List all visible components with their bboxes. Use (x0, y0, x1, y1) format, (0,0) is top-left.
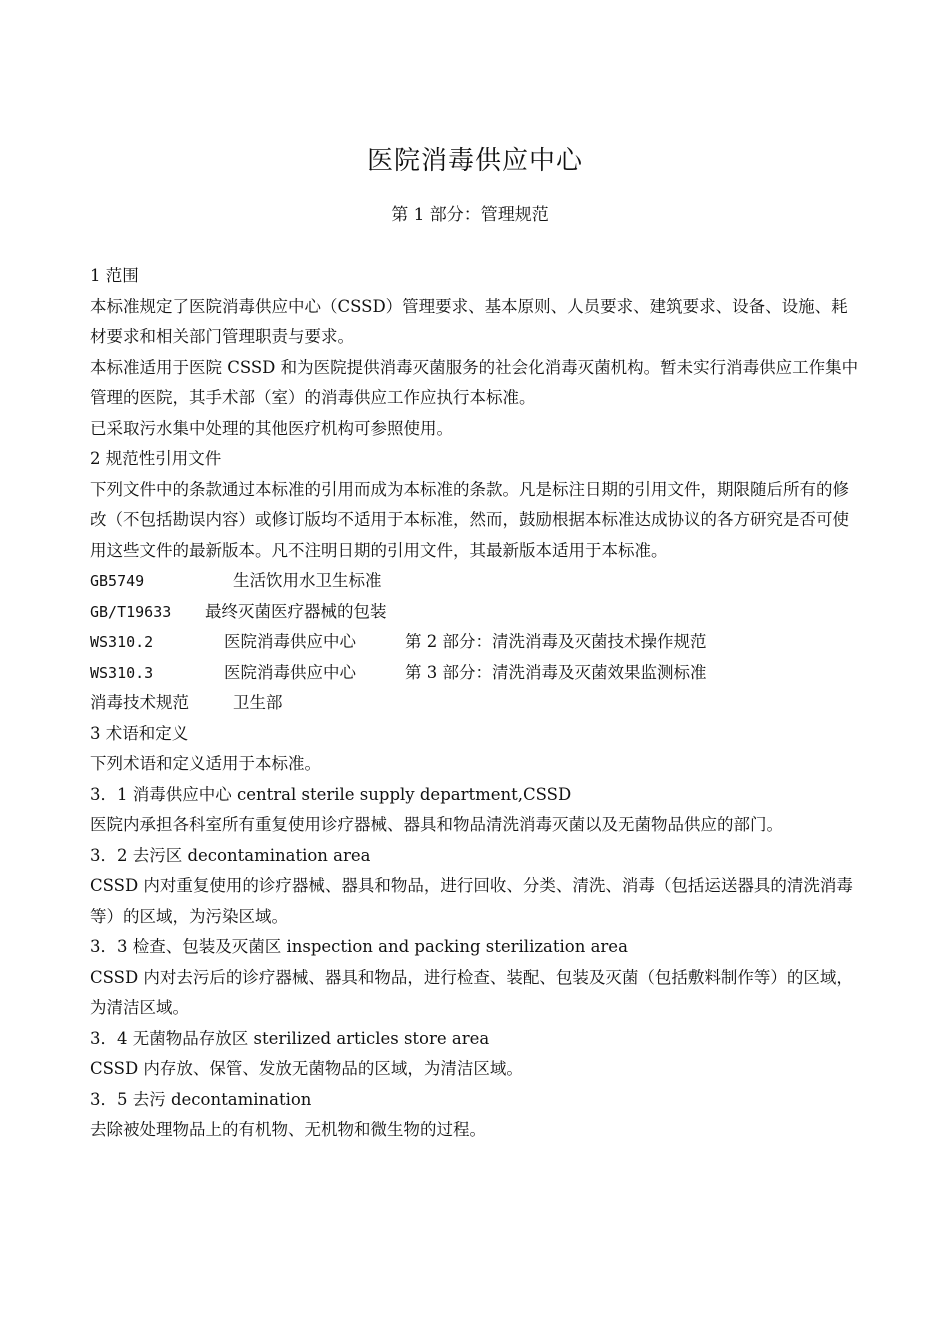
reference-row (90, 597, 860, 628)
reference-name: 医院消毒供应中心 (224, 662, 356, 682)
reference-code: GB5749 (90, 572, 145, 590)
section-1-paragraph-2: 本标准适用于医院 CSSD 和为医院提供消毒灭菌服务的社会化消毒灭菌机构。暂未实行消毒供应工作集中管理的医院，其手术部（室）的消毒供应工作应执行本标准。 (90, 357, 859, 407)
term-3-4-definition: CSSD 内存放、保管、发放无菌物品的区域，为清洁区域。 (90, 1059, 523, 1078)
term-3-2-heading: 3．2 去污区 decontamination area (90, 845, 371, 865)
document-subtitle: 第 1 部分：管理规范 (391, 205, 549, 225)
reference-part: 第 2 部分：清洗消毒及灭菌技术操作规范 (405, 632, 707, 651)
term-3-3-heading: 3．3 检查、包装及灭菌区 inspection and packing sterilization area (90, 937, 628, 956)
reference-part: 第 3 部分：清洗消毒及灭菌效果监测标准 (405, 662, 707, 682)
reference-row (90, 566, 860, 597)
section-3-heading: 3 术语和定义 (90, 723, 189, 743)
reference-name: 医院消毒供应中心 (224, 632, 356, 651)
term-3-1-definition: 医院内承担各科室所有重复使用诊疗器械、器具和物品清洗消毒灭菌以及无菌物品供应的部门。 (90, 815, 783, 834)
reference-code: GB/T19633 (90, 602, 172, 621)
term-3-3-definition: CSSD 内对去污后的诊疗器械、器具和物品，进行检查、装配、包装及灭菌（包括敷料制作等）的区域，为清洁区域。 (90, 967, 853, 1017)
reference-code: WS310.2 (90, 633, 154, 651)
section-3-intro: 下列术语和定义适用于本标准。 (90, 754, 321, 773)
term-3-2-definition: CSSD 内对重复使用的诊疗器械、器具和物品，进行回收、分类、清洗、消毒（包括运送器具的清洗消毒等）的区域，为污染区域。 (90, 876, 853, 926)
term-3-5-heading: 3．5 去污 decontamination (90, 1089, 312, 1109)
reference-name: 生活饮用水卫生标准 (233, 571, 382, 590)
section-1-heading: 1 范围 (90, 266, 139, 285)
document-title: 医院消毒供应中心 (366, 146, 583, 176)
reference-name: 卫生部 (233, 693, 283, 712)
section-1-paragraph-3: 已采取污水集中处理的其他医疗机构可参照使用。 (90, 418, 453, 438)
reference-name: 最终灭菌医疗器械的包装 (205, 601, 387, 621)
reference-code: WS310.3 (90, 663, 154, 682)
section-2-heading: 2 规范性引用文件 (90, 449, 222, 468)
reference-row (90, 627, 860, 658)
term-3-5-definition: 去除被处理物品上的有机物、无机物和微生物的过程。 (90, 1120, 486, 1139)
term-3-4-heading: 3．4 无菌物品存放区 sterilized articles store area (90, 1028, 490, 1048)
section-2-paragraph-1: 下列文件中的条款通过本标准的引用而成为本标准的条款。凡是标注日期的引用文件，期限随后所有的修改（不包括勘误内容）或修订版均不适用于本标准，然而，鼓励根据本标准达成协议的各方研究是否可使用这些文件的最新版本。凡不注明日期的引用文件，其最新版本适用于本标准。 (90, 479, 849, 560)
document-body (90, 261, 860, 1146)
section-1-paragraph-1: 本标准规定了医院消毒供应中心（CSSD）管理要求、基本原则、人员要求、建筑要求、设备、设施、耗材要求和相关部门管理职责与要求。 (90, 296, 848, 346)
term-3-1-heading: 3．1 消毒供应中心 central sterile supply department,CSSD (90, 784, 572, 804)
reference-row (90, 658, 860, 689)
reference-code: 消毒技术规范 (90, 693, 189, 712)
reference-row (90, 688, 860, 719)
